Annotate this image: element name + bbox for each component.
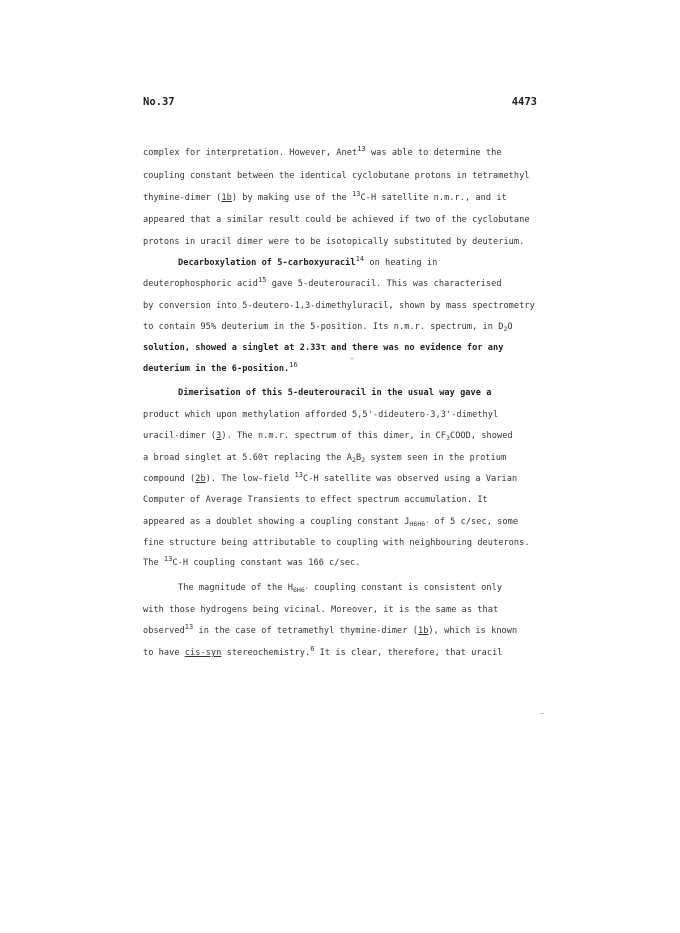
paragraph-3-line-6: Computer of Average Transients to effect spectrum accumulation. It bbox=[143, 495, 488, 505]
page-number: 4473 bbox=[511, 96, 537, 108]
paragraph-4-line-2: with those hydrogens being vicinal. Moreover, it is the same as that bbox=[143, 605, 499, 615]
paragraph-1-line-5: protons in uracil dimer were to be isotopically substituted by deuterium. bbox=[143, 237, 525, 247]
compound-ref-1b: 1b bbox=[221, 193, 232, 203]
paragraph-4-line-4: to have cis-syn stereochemistry.$^6$ It is clear, therefore, that uracil bbox=[143, 645, 503, 658]
paragraph-1-line-1: complex for interpretation. However, Anet$^{13}$ was able to determine the bbox=[143, 145, 502, 158]
citation-16: 16 bbox=[289, 361, 298, 369]
paragraph-2-line-3: by conversion into 5-deutero-1,3-dimethyluracil, shown by mass spectrometry bbox=[143, 301, 535, 311]
paragraph-1-line-2: coupling constant between the identical cyclobutane protons in tetramethyl bbox=[143, 171, 530, 181]
compound-ref-3: 3 bbox=[216, 431, 222, 441]
compound-ref-2b: 2b bbox=[195, 474, 206, 484]
paragraph-1-line-4: appeared that a similar result could be achieved if two of the cyclobutane bbox=[143, 215, 530, 225]
stereochemistry-term: cis-syn bbox=[184, 648, 222, 658]
paragraph-2-line-1: Decarboxylation of 5-carboxyuracil$^{14}$ on heating in bbox=[178, 255, 438, 268]
paragraph-2-line-5: solution, showed a singlet at 2.33τ and there was no evidence for any bbox=[143, 343, 504, 353]
paragraph-3-line-1: Dimerisation of this 5-deuterouracil in the usual way gave a bbox=[178, 388, 492, 398]
scan-speck bbox=[351, 358, 353, 359]
paragraph-3-line-4: a broad singlet at 5.60τ replacing the $A_2B_2$ system seen in the protium bbox=[143, 453, 507, 464]
paragraph-4-line-3: observed$^{13}$ in the case of tetramethyl thymine-dimer (1b), which is known bbox=[143, 623, 518, 636]
compound-ref-1b: 1b bbox=[417, 626, 429, 636]
paragraph-3-line-5: compound (2b). The low-field $^{13}$C-H satellite was observed using a Varian bbox=[143, 471, 518, 484]
citation-13: 13 bbox=[357, 145, 366, 153]
citation-15: 15 bbox=[257, 276, 267, 284]
paragraph-2-line-2: deuterophosphoric acid$^{15}$ gave 5-deuterouracil. This was characterised bbox=[143, 276, 502, 289]
paragraph-3-line-7: appeared as a doublet showing a coupling constant $J_{H6H6'}$ of 5 c/sec, some bbox=[143, 517, 519, 528]
paragraph-1-line-3: thymine-dimer (1b) by making use of the $^{13}$C-H satellite n.m.r., and it bbox=[143, 190, 507, 203]
scan-speck bbox=[541, 713, 543, 714]
citation-6: 6 bbox=[310, 645, 315, 653]
paragraph-3-line-2: product which upon methylation afforded 5,5'-dideutero-3,3'-dimethyl bbox=[143, 410, 499, 420]
paragraph-2-line-6: deuterium in the 6-position.$^{16}$ bbox=[143, 361, 298, 374]
paragraph-2-line-4: to contain 95% deuterium in the 5-position. Its n.m.r. spectrum, in $D_2O$ bbox=[143, 322, 513, 333]
paragraph-3-line-8: fine structure being attributable to coupling with neighbouring deuterons. bbox=[143, 538, 530, 548]
paragraph-4-line-1: The magnitude of the $H_{6H6'}$ coupling constant is consistent only bbox=[178, 583, 503, 594]
paragraph-3-line-3: uracil-dimer (3). The n.m.r. spectrum of this dimer, in $CF_3COOD$, showed bbox=[143, 431, 513, 442]
paragraph-3-line-9: The $^{13}$C-H coupling constant was 166 c/sec. bbox=[143, 555, 361, 568]
journal-issue-number: No.37 bbox=[143, 96, 175, 108]
citation-14: 14 bbox=[355, 255, 365, 263]
